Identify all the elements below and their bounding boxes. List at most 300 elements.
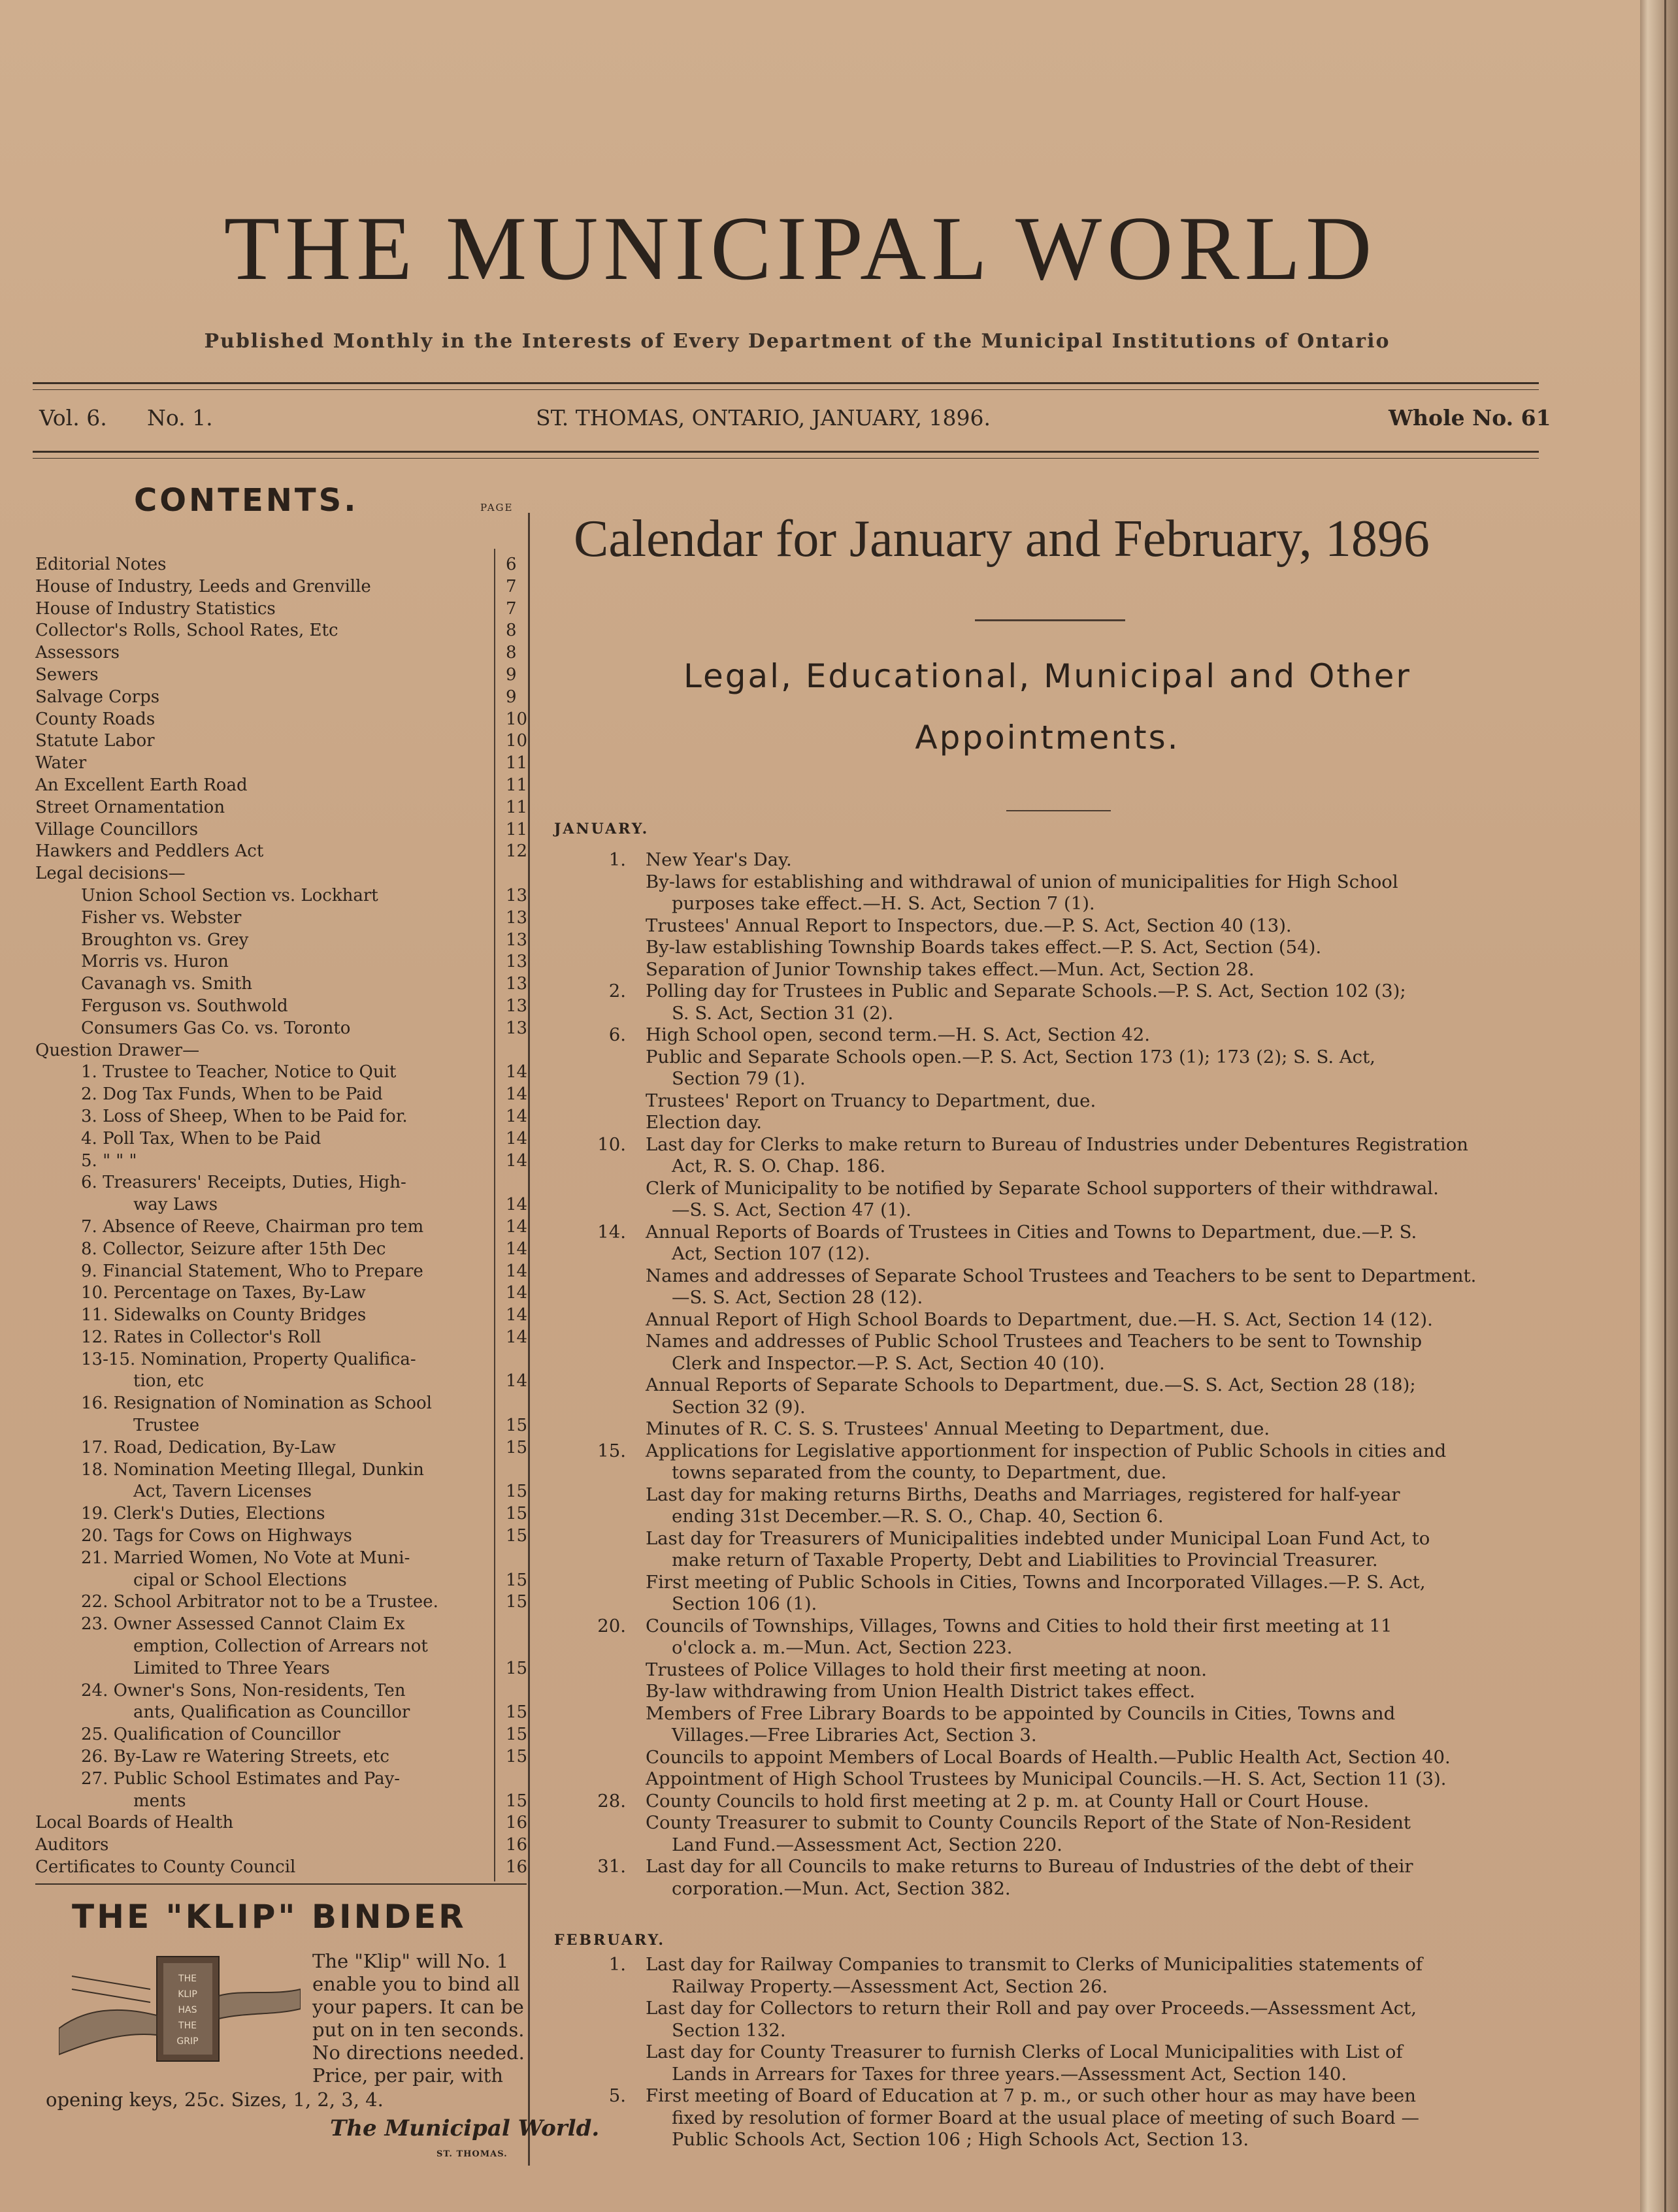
issue-number: No. 1. (147, 405, 213, 431)
contents-item (35, 664, 532, 687)
calendar-entry (561, 1768, 1567, 1791)
calendar-title: Calendar for January and February, 1896 (574, 510, 1430, 568)
contents-item-label: Trustee (133, 1416, 200, 1436)
contents-item (35, 1239, 532, 1261)
contents-item (35, 753, 532, 775)
contents-item-label: 8. Collector, Seizure after 15th Dec (81, 1239, 386, 1259)
calendar-entry-text: Act, R. S. O. Chap. 186. (672, 1156, 886, 1177)
contents-item (35, 1791, 532, 1813)
calendar-entry (561, 1440, 1567, 1463)
contents-item-page: 8 (506, 621, 517, 641)
contents-item-label: Sewers (35, 664, 99, 685)
contents-item (35, 1128, 532, 1150)
calendar-entry-text: Members of Free Library Boards to be appointed by Councils in Cities, Towns and (646, 1702, 1396, 1724)
calendar-entry-text: o'clock a. m.—Mun. Act, Section 223. (672, 1637, 1013, 1658)
contents-item-label: Editorial Notes (35, 555, 167, 574)
contents-item-label: Street Ornamentation (35, 797, 225, 817)
contents-item-label: 5. " " " (81, 1150, 137, 1171)
calendar-entry-text: towns separated from the county, to Department, due. (672, 1462, 1167, 1483)
calendar-entry (561, 1047, 1567, 1069)
contents-item-page: 14 (506, 1327, 528, 1347)
calendar-entry-text: First meeting of Board of Education at 7 p. m., or such other hour as may have been (646, 2085, 1416, 2106)
contents-item-label: 2. Dog Tax Funds, When to be Paid (81, 1084, 383, 1105)
contents-item-page: 11 (506, 797, 528, 817)
contents-item-page: 13 (506, 1018, 528, 1038)
issue-volume: Vol. 6. (39, 405, 107, 431)
contents-item-label: 22. School Arbitrator not to be a Trustee. (81, 1592, 438, 1612)
february-entries (561, 1954, 1567, 2151)
contents-item (35, 1194, 532, 1216)
calendar-entry (561, 1309, 1567, 1331)
contents-item (35, 1614, 532, 1636)
contents-item-label: Collector's Rolls, School Rates, Etc (35, 621, 338, 641)
calendar-entry-text: Lands in Arrears for Taxes for three years.—Assessment Act, Section 140. (672, 2063, 1347, 2085)
calendar-entry (561, 1178, 1567, 1200)
contents-item-label: Consumers Gas Co. vs. Toronto (81, 1018, 351, 1038)
contents-item-page: 9 (506, 687, 517, 707)
calendar-entry (561, 1954, 1567, 1976)
contents-item-label: 16. Resignation of Nomination as School (81, 1393, 432, 1414)
calendar-entry-text: Act, Section 107 (12). (672, 1243, 870, 1264)
svg-text:GRIP: GRIP (176, 2036, 199, 2047)
contents-item (35, 1503, 532, 1525)
contents-item-page: 15 (506, 1747, 528, 1767)
klip-signature-logo: The Municipal World. (330, 2115, 600, 2141)
calendar-entry-text: By-laws for establishing and withdrawal of union of municipalities for High School (646, 871, 1398, 892)
calendar-entry-text: Separation of Junior Township takes effect.—Mun. Act, Section 28. (646, 958, 1255, 980)
calendar-entry-day: 31. (597, 1856, 626, 1877)
calendar-entry (561, 2064, 1567, 2086)
calendar-entry (561, 1998, 1567, 2020)
calendar-entry (561, 2041, 1567, 2064)
calendar-entry (561, 1156, 1567, 1178)
calendar-entry-text: ending 31st December.—R. S. O., Chap. 40, Section 6. (672, 1506, 1164, 1527)
contents-item-label: House of Industry, Leeds and Grenville (35, 576, 371, 596)
contents-item (35, 775, 532, 797)
contents-item (35, 996, 532, 1018)
contents-item-label: Question Drawer— (35, 1040, 200, 1060)
contents-item (35, 1591, 532, 1614)
calendar-entry-day: 10. (597, 1133, 626, 1155)
svg-text:THE: THE (178, 1974, 197, 1984)
contents-item (35, 797, 532, 819)
contents-item (35, 1261, 532, 1283)
contents-item-label: 6. Treasurers' Receipts, Duties, High- (81, 1173, 406, 1193)
calendar-entry-text: Last day for Treasurers of Municipalities indebted under Municipal Loan Fund Act, to (646, 1527, 1430, 1549)
contents-item-page: 7 (506, 598, 517, 619)
contents-item-page: 15 (506, 1482, 528, 1502)
contents-item-label: 24. Owner's Sons, Non-residents, Ten (81, 1680, 406, 1700)
issue-dateline: ST. THOMAS, ONTARIO, JANUARY, 1896. (536, 405, 991, 431)
svg-text:HAS: HAS (178, 2005, 197, 2015)
calendar-entry-text: Annual Reports of Boards of Trustees in Cities and Towns to Department, due.—P. S. (646, 1221, 1417, 1243)
calendar-title-rule (975, 619, 1125, 621)
calendar-entry (561, 1506, 1567, 1528)
calendar-entry (561, 1265, 1567, 1288)
contents-item-page: 14 (506, 1106, 528, 1126)
calendar-entry-day: 28. (597, 1790, 626, 1812)
contents-item-page: 15 (506, 1702, 528, 1723)
contents-item-label: 4. Poll Tax, When to be Paid (81, 1128, 321, 1148)
contents-item (35, 930, 532, 952)
calendar-entry (561, 981, 1567, 1003)
contents-item-page: 15 (506, 1526, 528, 1546)
contents-item-page: 14 (506, 1128, 528, 1148)
issue-rule-bottom (33, 451, 1539, 453)
calendar-entry (561, 2020, 1567, 2042)
calendar-entry (561, 849, 1567, 871)
calendar-entry (561, 1353, 1567, 1375)
contents-item (35, 1282, 532, 1305)
contents-item (35, 687, 532, 709)
contents-item-page: 14 (506, 1283, 528, 1303)
calendar-entry-text: Last day for Clerks to make return to Bureau of Industries under Debentures Registration (646, 1133, 1468, 1155)
contents-item-page: 13 (506, 974, 528, 994)
calendar-entry-text: By-law withdrawing from Union Health District takes effect. (646, 1681, 1196, 1702)
contents-item (35, 554, 532, 576)
calendar-entry-text: Railway Property.—Assessment Act, Section 26. (672, 1976, 1108, 1997)
contents-item-page: 15 (506, 1504, 528, 1524)
calendar-entry-text: fixed by resolution of former Board at the usual place of meeting of such Board — (672, 2107, 1420, 2128)
contents-item (35, 1834, 532, 1857)
contents-item (35, 1084, 532, 1106)
calendar-entry-text: Public and Separate Schools open.—P. S. Act, Section 173 (1); 173 (2); S. S. Act, (646, 1046, 1375, 1067)
contents-item (35, 1680, 532, 1702)
calendar-entry-text: Councils of Townships, Villages, Towns and Cities to hold their first meeting at 11 (646, 1615, 1392, 1636)
calendar-entry (561, 1703, 1567, 1725)
contents-item-page: 14 (506, 1084, 528, 1105)
calendar-entry-text: Section 106 (1). (672, 1593, 817, 1614)
contents-item-label: Act, Tavern Licenses (133, 1482, 312, 1502)
calendar-entry (561, 915, 1567, 937)
calendar-entry (561, 1550, 1567, 1572)
calendar-entry-text: Names and addresses of Public School Trustees and Teachers to be sent to Township (646, 1331, 1423, 1352)
calendar-entry (561, 1812, 1567, 1834)
contents-item-page: 14 (506, 1150, 528, 1171)
calendar-entry-text: Appointment of High School Trustees by Municipal Councils.—H. S. Act, Section 11 (3). (646, 1768, 1447, 1789)
calendar-entry-text: corporation.—Mun. Act, Section 382. (672, 1878, 1011, 1899)
contents-item-page: 11 (506, 819, 528, 839)
contents-item (35, 1018, 532, 1040)
calendar-entry (561, 2107, 1567, 2130)
contents-item-page: 15 (506, 1658, 528, 1678)
calendar-entry-text: Trustees' Annual Report to Inspectors, due.—P. S. Act, Section 40 (13). (646, 915, 1292, 936)
contents-item-label: 9. Financial Statement, Who to Prepare (81, 1261, 423, 1281)
contents-item-label: Salvage Corps (35, 687, 160, 707)
contents-item (35, 1459, 532, 1482)
calendar-entry (561, 1090, 1567, 1113)
calendar-subtitle-rule (1006, 810, 1111, 811)
calendar-entry-text: —S. S. Act, Section 47 (1). (672, 1199, 912, 1220)
contents-item-label: 13-15. Nomination, Property Qualifica- (81, 1349, 416, 1369)
calendar-entry-text: Minutes of R. C. S. S. Trustees' Annual Meeting to Department, due. (646, 1418, 1270, 1439)
calendar-entry-text: make return of Taxable Property, Debt and Liabilities to Provincial Treasurer. (672, 1550, 1378, 1570)
contents-item-page: 16 (506, 1813, 528, 1833)
contents-item (35, 709, 532, 731)
calendar-entry (561, 1331, 1567, 1353)
contents-item-page: 15 (506, 1416, 528, 1436)
calendar-entry (561, 937, 1567, 959)
contents-item-page: 14 (506, 1261, 528, 1281)
calendar-entry-day: 6. (608, 1024, 626, 1045)
calendar-entry-text: Land Fund.—Assessment Act, Section 220. (672, 1834, 1062, 1855)
contents-item-page: 15 (506, 1725, 528, 1745)
contents-item-label: 26. By-Law re Watering Streets, etc (81, 1747, 389, 1767)
contents-item-page: 15 (506, 1592, 528, 1612)
calendar-entry (561, 1616, 1567, 1638)
contents-item-label: Fisher vs. Webster (81, 907, 242, 928)
calendar-entry-text: S. S. Act, Section 31 (2). (672, 1002, 894, 1024)
contents-item (35, 1349, 532, 1371)
calendar-entry-text: First meeting of Public Schools in Cities, Towns and Incorporated Villages.—P. S. Act, (646, 1571, 1426, 1593)
contents-item-page: 15 (506, 1437, 528, 1457)
january-heading: JANUARY. (554, 821, 650, 838)
contents-item (35, 1106, 532, 1128)
calendar-entry-day: 20. (597, 1615, 626, 1636)
calendar-entry-text: Public Schools Act, Section 106 ; High Schools Act, Section 13. (672, 2129, 1249, 2150)
contents-item-page: 16 (506, 1835, 528, 1855)
calendar-entry (561, 893, 1567, 915)
masthead-rule-top-thin (33, 389, 1539, 390)
contents-item-label: 1. Trustee to Teacher, Notice to Quit (81, 1062, 397, 1082)
klip-line: put on in ten seconds. (312, 2019, 525, 2041)
calendar-entry-text: Annual Reports of Separate Schools to Department, due.—S. S. Act, Section 28 (18); (646, 1374, 1416, 1395)
calendar-entry-text: Section 32 (9). (672, 1396, 806, 1418)
contents-item (35, 1371, 532, 1393)
calendar-entry (561, 1659, 1567, 1682)
calendar-entry-text: purposes take effect.—H. S. Act, Section 7 (1). (672, 893, 1095, 914)
calendar-entry (561, 1397, 1567, 1419)
contents-item-label: 23. Owner Assessed Cannot Claim Ex (81, 1614, 405, 1635)
calendar-entry-text: Names and addresses of Separate School Trustees and Teachers to be sent to Department. (646, 1265, 1477, 1286)
contents-item-page: 10 (506, 709, 528, 729)
calendar-entry (561, 1637, 1567, 1659)
contents-item-page: 10 (506, 731, 528, 751)
contents-item (35, 1724, 532, 1746)
contents-item-label: Union School Section vs. Lockhart (81, 885, 378, 905)
svg-text:KLIP: KLIP (178, 1989, 197, 2000)
calendar-entry-text: Trustees' Report on Truancy to Department, due. (646, 1090, 1096, 1111)
contents-item (35, 1393, 532, 1415)
masthead-title: THE MUNICIPAL WORLD (223, 198, 1377, 299)
calendar-entry-text: Last day for making returns Births, Deaths and Marriages, registered for half-year (646, 1484, 1400, 1505)
klip-line: your papers. It can be (312, 1996, 524, 2018)
contents-item-page: 14 (506, 1305, 528, 1326)
calendar-entry-day: 1. (608, 849, 626, 870)
contents-page-label: PAGE (480, 502, 514, 513)
contents-item (35, 1150, 532, 1173)
contents-item (35, 863, 532, 885)
contents-item (35, 1305, 532, 1327)
calendar-entry (561, 1418, 1567, 1440)
calendar-entry-text: New Year's Day. (646, 849, 792, 870)
calendar-entry-text: Clerk of Municipality to be notified by Separate School supporters of their withdrawal. (646, 1177, 1439, 1199)
contents-item-page: 13 (506, 907, 528, 928)
calendar-subtitle-line2: Appointments. (915, 719, 1180, 756)
calendar-entry (561, 959, 1567, 981)
calendar-entry-text: Last day for all Councils to make returns to Bureau of Industries of the debt of their (646, 1856, 1413, 1877)
calendar-entry (561, 1681, 1567, 1703)
calendar-entry (561, 1484, 1567, 1506)
calendar-entry (561, 1593, 1567, 1616)
contents-item-page: 14 (506, 1062, 528, 1082)
calendar-entry-day: 5. (608, 2085, 626, 2106)
calendar-entry-text: Section 132. (672, 2019, 786, 2041)
contents-item (35, 1062, 532, 1084)
contents-item-label: Limited to Three Years (133, 1658, 330, 1678)
page-edge-line (1664, 0, 1666, 2212)
contents-item-label: 20. Tags for Cows on Highways (81, 1526, 352, 1546)
contents-item-label: 21. Married Women, No Vote at Muni- (81, 1548, 410, 1568)
contents-heading: CONTENTS. (134, 482, 359, 519)
contents-item-label: County Roads (35, 709, 156, 729)
contents-item-label: 7. Absence of Reeve, Chairman pro tem (81, 1216, 424, 1237)
contents-item-label: House of Industry Statistics (35, 598, 276, 619)
contents-item-page: 11 (506, 775, 528, 795)
calendar-entry (561, 1572, 1567, 1594)
calendar-entry (561, 2085, 1567, 2107)
contents-item-page: 14 (506, 1195, 528, 1215)
contents-item (35, 1437, 532, 1459)
contents-item-page: 14 (506, 1371, 528, 1391)
calendar-entry-text: —S. S. Act, Section 28 (12). (672, 1287, 923, 1308)
contents-item-page: 14 (506, 1216, 528, 1237)
calendar-entry (561, 1112, 1567, 1134)
contents-item (35, 730, 532, 753)
contents-item (35, 1702, 532, 1724)
contents-item-label: 12. Rates in Collector's Roll (81, 1327, 321, 1347)
contents-item-label: Hawkers and Peddlers Act (35, 841, 264, 862)
calendar-entry-text: Last day for County Treasurer to furnish Clerks of Local Municipalities with List of (646, 2041, 1403, 2062)
january-entries (561, 849, 1567, 1900)
calendar-entry (561, 1791, 1567, 1813)
issue-whole-number: Whole No. 61 (1389, 405, 1551, 431)
calendar-entry (561, 1834, 1567, 1857)
klip-line: The "Klip" will No. 1 (312, 1950, 509, 1972)
contents-item-label: cipal or School Elections (133, 1570, 347, 1590)
contents-item (35, 1548, 532, 1570)
klip-line: No directions needed. (312, 2041, 525, 2064)
calendar-entry (561, 1856, 1567, 1878)
contents-item (35, 1857, 532, 1879)
calendar-entry-text: By-law establishing Township Boards takes effect.—P. S. Act, Section (54). (646, 937, 1322, 958)
contents-item-label: Morris vs. Huron (81, 952, 229, 972)
contents-item-page: 7 (506, 576, 517, 596)
calendar-entry-day: 14. (597, 1221, 626, 1243)
contents-item-label: Ferguson vs. Southwold (81, 996, 288, 1016)
contents-item-label: Assessors (35, 643, 120, 663)
contents-item-label: An Excellent Earth Road (35, 775, 248, 795)
contents-item-label: Legal decisions— (35, 864, 186, 884)
masthead-subtitle: Published Monthly in the Interests of Every Department of the Municipal Institutions of Ontario (204, 330, 1390, 353)
svg-text:THE: THE (178, 2021, 197, 2031)
calendar-entry (561, 1068, 1567, 1090)
contents-item (35, 1746, 532, 1768)
contents-item (35, 1658, 532, 1680)
calendar-entry (561, 1199, 1567, 1222)
calendar-entry-text: Polling day for Trustees in Public and Separate Schools.—P. S. Act, Section 102 (3); (646, 981, 1406, 1001)
calendar-entry (561, 1243, 1567, 1265)
contents-item-label: Broughton vs. Grey (81, 930, 249, 950)
contents-item-label: 3. Loss of Sheep, When to be Paid for. (81, 1106, 408, 1126)
contents-item-label: Local Boards of Health (35, 1813, 234, 1833)
contents-item-page: 13 (506, 996, 528, 1016)
calendar-entry-text: Last day for Collectors to return their Roll and pay over Proceeds.—Assessment Act, (646, 1998, 1417, 2019)
contents-item-label: ments (133, 1791, 186, 1811)
contents-item (35, 620, 532, 642)
contents-bottom-rule (35, 1883, 527, 1885)
calendar-entry-day: 15. (597, 1440, 626, 1461)
calendar-entry-text: Section 79 (1). (672, 1068, 806, 1089)
contents-item-label: Statute Labor (35, 731, 155, 751)
calendar-entry (561, 1287, 1567, 1309)
contents-item (35, 1415, 532, 1437)
contents-item (35, 1040, 532, 1062)
contents-item (35, 1812, 532, 1834)
calendar-entry-text: Councils to appoint Members of Local Boards of Health.—Public Health Act, Section 40. (646, 1746, 1451, 1768)
contents-item (35, 642, 532, 664)
contents-item-label: 17. Road, Dedication, By-Law (81, 1437, 337, 1457)
calendar-entry-text: County Treasurer to submit to County Councils Report of the State of Non-Resident (646, 1812, 1411, 1833)
contents-item (35, 819, 532, 841)
contents-item-page: 8 (506, 643, 517, 663)
calendar-entry (561, 1747, 1567, 1769)
contents-item (35, 576, 532, 598)
contents-item (35, 1636, 532, 1658)
contents-item-page: 13 (506, 885, 528, 905)
contents-item-label: Certificates to County Council (35, 1857, 296, 1878)
contents-item (35, 598, 532, 621)
calendar-entry-text: High School open, second term.—H. S. Act, Section 42. (646, 1024, 1150, 1045)
adjacent-page-edge (1640, 0, 1678, 2212)
klip-price-line: opening keys, 25c. Sizes, 1, 2, 3, 4. (46, 2089, 384, 2111)
calendar-entry (561, 1024, 1567, 1047)
contents-item-label: tion, etc (133, 1371, 205, 1391)
contents-item-label: Village Councillors (35, 819, 199, 839)
contents-item-label: 18. Nomination Meeting Illegal, Dunkin (81, 1459, 424, 1480)
calendar-entry (561, 1528, 1567, 1550)
contents-item-label: way Laws (133, 1195, 218, 1215)
contents-item-label: Cavanagh vs. Smith (81, 974, 253, 994)
klip-line: Price, per pair, with (312, 2064, 503, 2087)
contents-item-page: 15 (506, 1791, 528, 1811)
contents-item (35, 907, 532, 930)
contents-item (35, 885, 532, 907)
calendar-entry (561, 1003, 1567, 1025)
contents-item-label: emption, Collection of Arrears not (133, 1636, 428, 1657)
calendar-entry-text: Clerk and Inspector.—P. S. Act, Section 40 (10). (672, 1352, 1105, 1374)
contents-item-label: 10. Percentage on Taxes, By-Law (81, 1283, 366, 1303)
calendar-entry-text: Election day. (646, 1112, 763, 1133)
contents-item (35, 973, 532, 996)
calendar-entry (561, 1462, 1567, 1484)
issue-rule-bottom-thin (33, 458, 1539, 459)
contents-item (35, 1768, 532, 1791)
contents-item (35, 1525, 532, 1548)
calendar-entry (561, 2129, 1567, 2151)
contents-item-label: 27. Public School Estimates and Pay- (81, 1768, 401, 1789)
calendar-entry-text: Last day for Railway Companies to transmit to Clerks of Municipalities statements of (646, 1954, 1423, 1975)
calendar-entry-text: Trustees of Police Villages to hold their first meeting at noon. (646, 1659, 1207, 1680)
contents-item-page: 14 (506, 1239, 528, 1259)
calendar-entry-text: Annual Report of High School Boards to Department, due.—H. S. Act, Section 14 (12). (646, 1309, 1433, 1330)
contents-item-label: Auditors (35, 1835, 109, 1855)
klip-heading: THE "KLIP" BINDER (72, 1898, 467, 1936)
calendar-entry-day: 1. (608, 1954, 626, 1975)
contents-item-label: 25. Qualification of Councillor (81, 1725, 340, 1745)
calendar-entry-day: 2. (608, 981, 626, 1001)
contents-list (35, 554, 532, 1879)
